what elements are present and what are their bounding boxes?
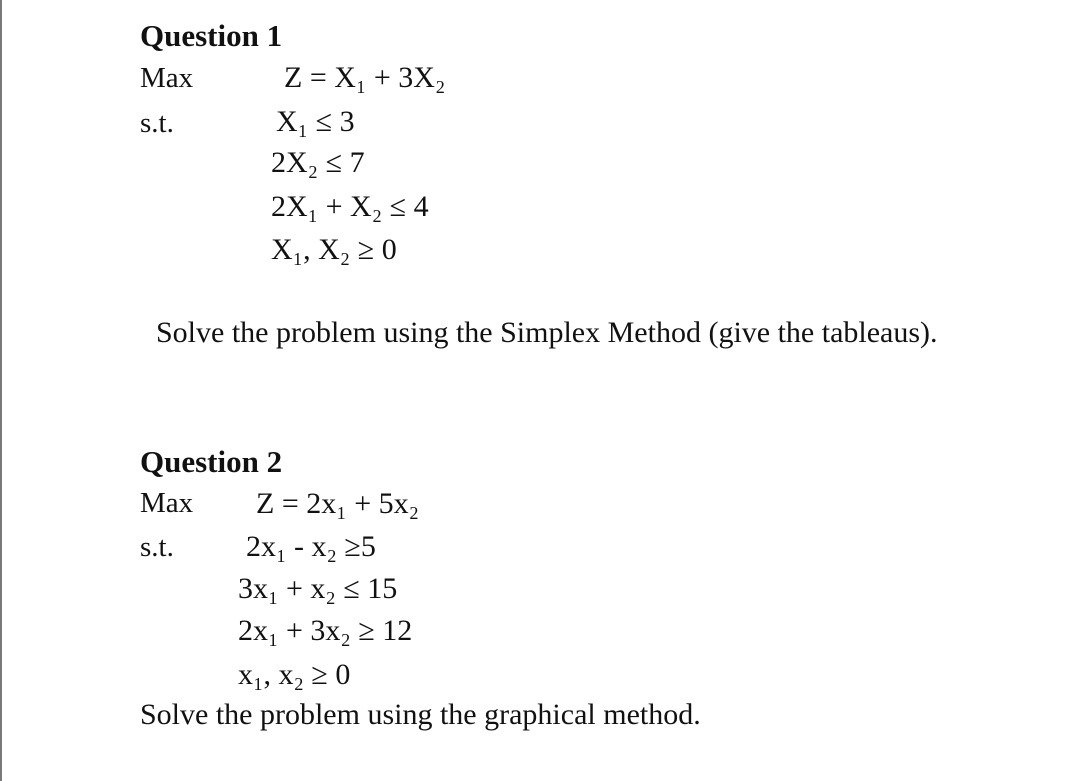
question-1-constraint-4: X₁, X₂ ≥ 0 — [271, 233, 397, 266]
question-2-constraint-1: 2x₁ - x₂ ≥5 — [246, 530, 376, 563]
question-1-constraint-3: 2X₁ + X₂ ≤ 4 — [271, 190, 429, 223]
page-left-border — [0, 0, 2, 781]
question-2-constraint-3: 2x₁ + 3x₂ ≥ 12 — [238, 614, 413, 647]
question-1-st-label: s.t. — [140, 107, 174, 139]
question-1-constraint-2: 2X₂ ≤ 7 — [271, 146, 365, 179]
question-2-constraint-2: 3x₁ + x₂ ≤ 15 — [238, 572, 398, 605]
question-2-constraint-4: x₁, x₂ ≥ 0 — [238, 658, 351, 691]
question-2-st-label: s.t. — [140, 531, 174, 563]
question-2-heading: Question 2 — [140, 444, 283, 479]
question-1-objective: Z = X₁ + 3X₂ — [284, 61, 446, 94]
question-2-max-label: Max — [140, 487, 194, 519]
question-1-max-label: Max — [140, 62, 194, 94]
question-1-constraint-1: X₁ ≤ 3 — [276, 105, 355, 138]
question-1-heading: Question 1 — [140, 18, 283, 53]
question-1-instruction: Solve the problem using the Simplex Method (give the tableaus). — [156, 316, 938, 349]
question-2-objective: Z = 2x₁ + 5x₂ — [256, 487, 420, 520]
question-2-instruction: Solve the problem using the graphical method. — [140, 698, 701, 731]
